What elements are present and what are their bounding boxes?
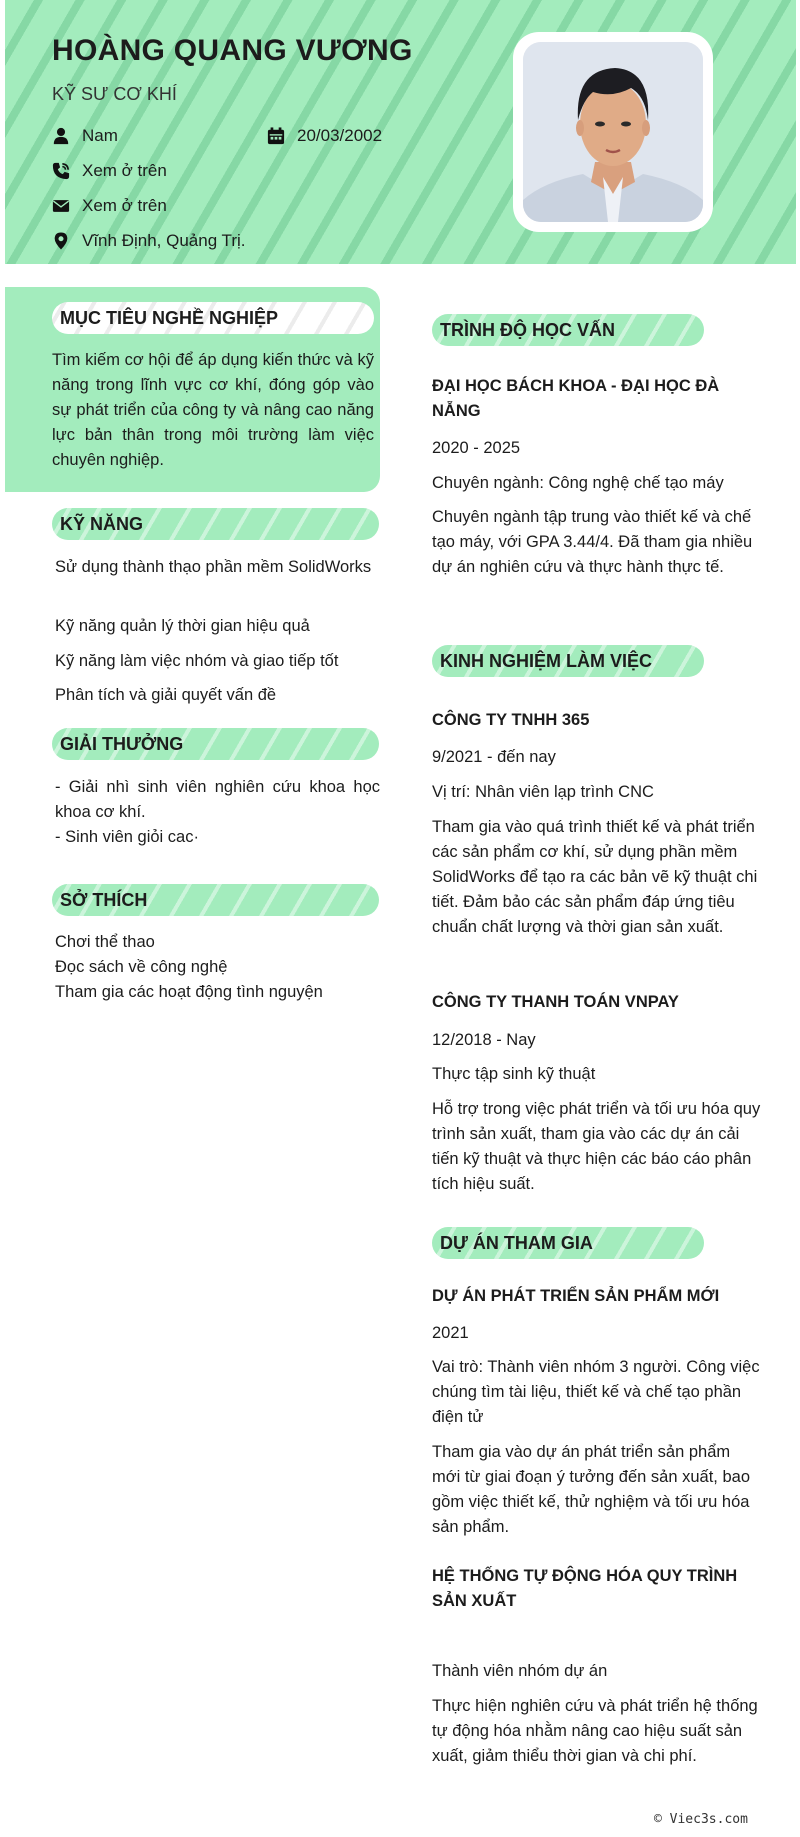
awards-heading: GIẢI THƯỞNG — [52, 728, 379, 760]
envelope-icon — [52, 197, 70, 215]
education-major: Chuyên ngành: Công nghệ chế tạo máy — [432, 474, 724, 492]
phone-value: Xem ở trên — [82, 161, 167, 180]
objective-text: Tìm kiếm cơ hội để áp dụng kiến thức và kỹ năng trong lĩnh vực cơ khí, đóng góp vào sự phát triển của công ty và nâng cao năng lực bản thân trong môi trường làm việc chuyên nghiệp. — [52, 351, 374, 469]
skill-item: Kỹ năng quản lý thời gian hiệu quả — [55, 617, 310, 635]
email-value: Xem ở trên — [82, 196, 167, 215]
gender-value: Nam — [82, 126, 118, 145]
job-position: Vị trí: Nhân viên lạp trình CNC — [432, 783, 654, 801]
profile-photo — [523, 42, 703, 222]
objective-heading: MỤC TIÊU NGHỀ NGHIỆP — [52, 302, 374, 334]
phone-row — [52, 161, 167, 181]
project-role: Vai trò: Thành viên nhóm 3 người. Công việc chúng tìm tài liệu, thiết kế và chế tạo phần điện tử — [432, 1358, 760, 1426]
experience-heading: KINH NGHIỆM LÀM VIỆC — [432, 645, 704, 677]
skill-item: Sử dụng thành thạo phần mềm SolidWorks — [55, 558, 372, 576]
hobby-item: Đọc sách về công nghệ — [55, 958, 228, 976]
education-heading: TRÌNH ĐỘ HỌC VẤN — [432, 314, 704, 346]
gender-row — [52, 126, 118, 146]
company-name: CÔNG TY TNHH 365 — [432, 711, 590, 729]
address-value: Vĩnh Định, Quảng Trị. — [82, 231, 246, 250]
project-description: Tham gia vào dự án phát triển sản phẩm mới từ giai đoạn ý tưởng đến sản xuất, bao gồm việc thiết kế, thử nghiệm và tối ưu hóa sản phẩm. — [432, 1443, 750, 1536]
job-description: Hỗ trợ trong việc phát triển và tối ưu hóa quy trình sản xuất, tham gia vào các dự án cải tiến kỹ thuật và thực hiện các báo cáo phân tích hiệu suất. — [432, 1100, 761, 1193]
candidate-name: HOÀNG QUANG VƯƠNG — [52, 34, 413, 67]
company-name: CÔNG TY THANH TOÁN VNPAY — [432, 993, 679, 1011]
skills-heading: KỸ NĂNG — [52, 508, 379, 540]
job-position: Thực tập sinh kỹ thuật — [432, 1065, 596, 1083]
award-item: - Giải nhì sinh viên nghiên cứu khoa học khoa cơ khí. — [55, 778, 380, 821]
dob-value: 20/03/2002 — [297, 126, 383, 145]
job-period: 12/2018 - Nay — [432, 1031, 536, 1049]
address-row — [52, 231, 245, 251]
project-name: DỰ ÁN PHÁT TRIỂN SẢN PHẨM MỚI — [432, 1287, 720, 1305]
education-period: 2020 - 2025 — [432, 439, 521, 457]
dob-row — [267, 126, 382, 146]
calendar-icon — [267, 127, 285, 145]
project-name: HỆ THỐNG TỰ ĐỘNG HÓA QUY TRÌNH SẢN XUẤT — [432, 1567, 738, 1610]
skill-item: Kỹ năng làm việc nhóm và giao tiếp tốt — [55, 652, 339, 670]
hobbies-heading: SỞ THÍCH — [52, 884, 379, 916]
location-pin-icon — [52, 232, 70, 250]
award-item: - Sinh viên giỏi cac· — [55, 828, 199, 846]
email-row — [52, 196, 167, 216]
footer-credit: © Viec3s.com — [654, 1812, 748, 1827]
skill-item: Phân tích và giải quyết vấn đề — [55, 686, 277, 704]
hobby-item: Chơi thể thao — [55, 933, 155, 951]
project-description: Thực hiện nghiên cứu và phát triển hệ thống tự động hóa nhằm nâng cao hiệu suất sản xuất, giảm thiểu thời gian và chi phí. — [432, 1697, 758, 1765]
job-period: 9/2021 - đến nay — [432, 748, 556, 766]
person-icon — [52, 127, 70, 145]
project-year: 2021 — [432, 1324, 469, 1342]
phone-icon — [52, 162, 70, 180]
school-name: ĐẠI HỌC BÁCH KHOA - ĐẠI HỌC ĐÀ NẴNG — [432, 377, 720, 420]
job-description: Tham gia vào quá trình thiết kế và phát triển các sản phẩm cơ khí, sử dụng phần mềm SolidWorks để tạo ra các bản vẽ kỹ thuật chi tiết. Đảm bảo các sản phẩm đáp ứng tiêu chuẩn chất lượng và thời gian sản xuất. — [432, 818, 758, 936]
project-role: Thành viên nhóm dự án — [432, 1662, 608, 1680]
projects-heading: DỰ ÁN THAM GIA — [432, 1227, 704, 1259]
education-description: Chuyên ngành tập trung vào thiết kế và chế tạo máy, với GPA 3.44/4. Đã tham gia nhiều dự án nghiên cứu và thực hành thực tế. — [432, 508, 753, 576]
hobby-item: Tham gia các hoạt động tình nguyện — [55, 983, 323, 1001]
job-title: KỸ SƯ CƠ KHÍ — [52, 84, 177, 104]
